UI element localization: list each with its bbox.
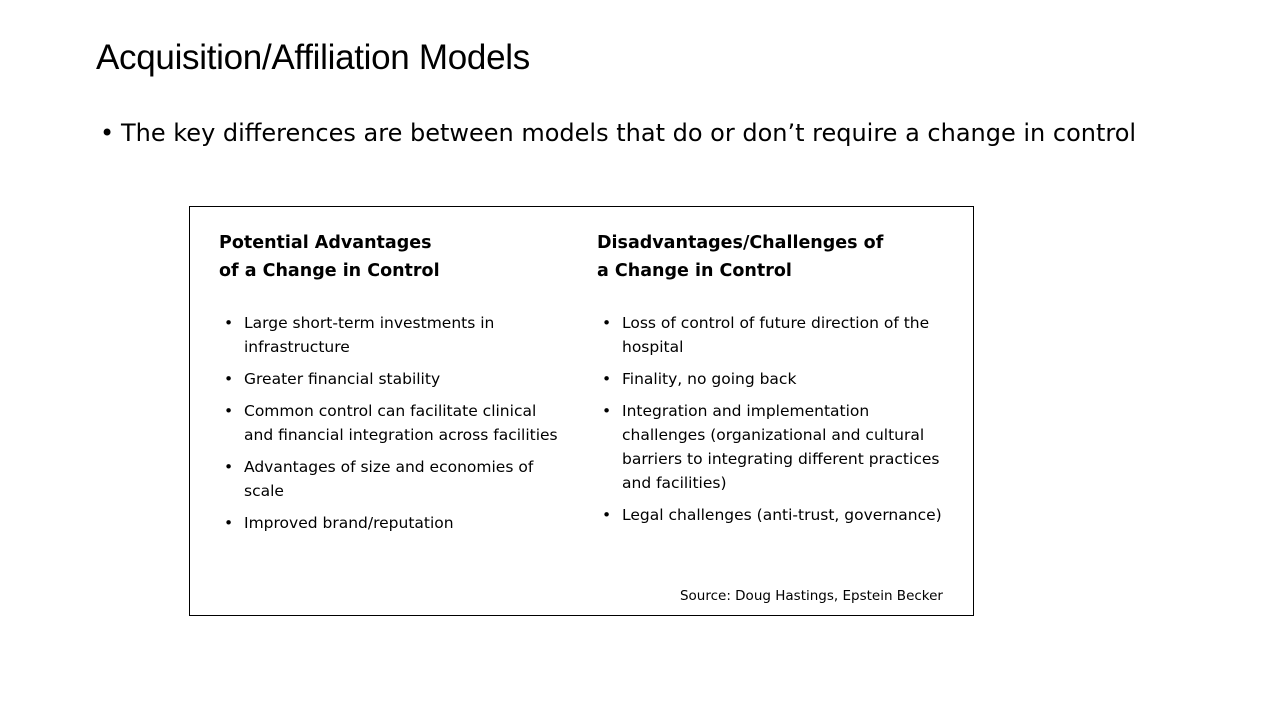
advantages-column: [219, 229, 559, 543]
disadvantages-heading-line1: Disadvantages/Challenges of: [597, 233, 884, 253]
disadvantages-heading: [597, 229, 947, 285]
list-item: [597, 311, 947, 359]
advantages-heading-line2: of a Change in Control: [219, 261, 440, 281]
list-item: [597, 399, 947, 495]
list-item: [597, 367, 947, 391]
list-item: [219, 311, 559, 359]
list-item-text: Advantages of size and economies of scale: [244, 458, 534, 500]
bullet-dot: •: [224, 314, 234, 332]
list-item-text: Finality, no going back: [622, 370, 797, 388]
list-item: [597, 503, 947, 527]
bullet-dot: •: [602, 370, 612, 388]
list-item-text: Common control can facilitate clinical and financial integration across facilities: [244, 402, 558, 444]
slide-title: Acquisition/Affiliation Models: [96, 38, 530, 77]
comparison-table: [189, 206, 974, 616]
list-item: [219, 511, 559, 535]
advantages-heading: [219, 229, 559, 285]
list-item: [219, 367, 559, 391]
list-item: [219, 455, 559, 503]
list-item-text: Loss of control of future direction of the hospital: [622, 314, 930, 356]
bullet-dot: •: [224, 514, 234, 532]
bullet-dot: •: [224, 458, 234, 476]
advantages-list: [219, 311, 559, 535]
disadvantages-heading-line2: a Change in Control: [597, 261, 792, 281]
list-item-text: Improved brand/reputation: [244, 514, 454, 532]
list-item-text: Integration and implementation challenges (organizational and cultural barriers to integrating different practices and facilities): [622, 402, 940, 492]
disadvantages-list: [597, 311, 947, 527]
bullet-dot: •: [100, 119, 115, 147]
main-bullet-text: The key differences are between models that do or don’t require a change in control: [121, 119, 1137, 147]
list-item-text: Large short-term investments in infrastructure: [244, 314, 495, 356]
list-item: [219, 399, 559, 447]
source-citation: Source: Doug Hastings, Epstein Becker: [679, 588, 943, 604]
bullet-dot: •: [602, 506, 612, 524]
list-item-text: Legal challenges (anti-trust, governance): [622, 506, 942, 524]
list-item-text: Greater financial stability: [244, 370, 441, 388]
advantages-heading-line1: Potential Advantages: [219, 233, 432, 253]
bullet-dot: •: [224, 402, 234, 420]
disadvantages-column: [597, 229, 947, 535]
main-bullet: [100, 117, 1180, 150]
bullet-dot: •: [602, 314, 612, 332]
bullet-dot: •: [224, 370, 234, 388]
bullet-dot: •: [602, 402, 612, 420]
